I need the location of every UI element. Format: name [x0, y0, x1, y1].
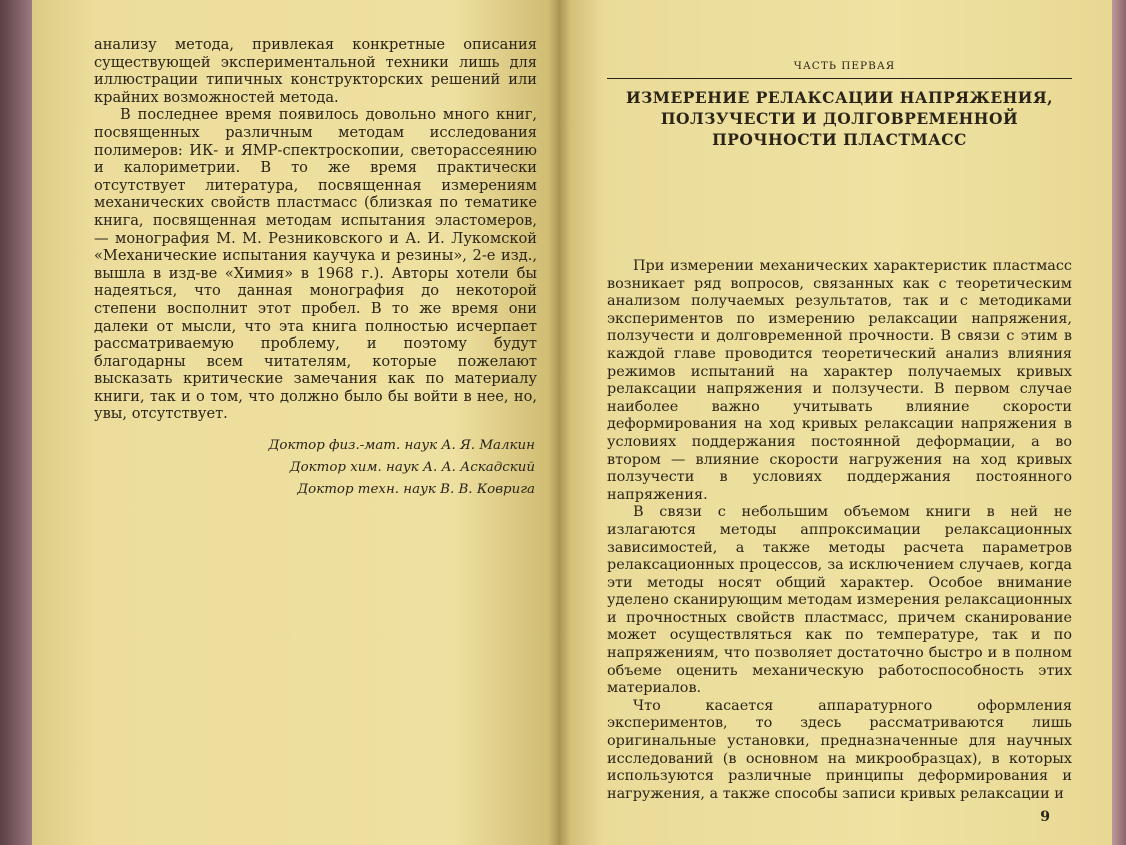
right-paragraph-3: Что касается аппаратурного оформления экспериментов, то здесь рассматриваются лишь оригинальные установки, предназначенные для научных исследований (в основном на микрообразцах), в которых используются различные принципы деформирования и нагружения, а также способы записи кривых релаксации и [607, 697, 1072, 802]
chapter-title-line-3: ПРОЧНОСТИ ПЛАСТМАСС [712, 130, 967, 149]
signature-askadsky: Доктор хим. наук А. А. Аскадский [289, 460, 535, 476]
left-page [32, 0, 559, 845]
chapter-title-line-2: ПОЛЗУЧЕСТИ И ДОЛГОВРЕМЕННОЙ [660, 109, 1019, 128]
left-page-text [94, 36, 537, 423]
right-page-text [607, 258, 1072, 803]
signature-kovriga: Доктор техн. наук В. В. Коврига [297, 482, 535, 498]
header-rule [607, 78, 1072, 79]
running-head: ЧАСТЬ ПЕРВАЯ [793, 60, 896, 72]
author-signatures [94, 435, 537, 501]
chapter-title-line-1: ИЗМЕРЕНИЕ РЕЛАКСАЦИИ НАПРЯЖЕНИЯ, [625, 88, 1054, 107]
book-gutter [548, 0, 570, 845]
right-paragraph-2: В связи с небольшим объемом книги в ней не излагаются методы аппроксимации релаксационных зависимостей, а также методы расчета параметров релаксационных процессов, за исключением случаев, когда эти методы носят общий характер. Особое внимание уделено сканирующим методам измерения релаксационных и прочностных свойств пластмасс, причем сканирование может осуществляться как по температуре, так и по напряжениям, что позволяет достаточно быстро и в полном объеме оценить механическую работоспособность этих материалов. [607, 504, 1072, 697]
signature-malkin: Доктор физ.-мат. наук А. Я. Малкин [268, 438, 535, 454]
left-paragraph-1: анализу метода, привлекая конкретные описания существующей экспериментальной техники лишь для иллюстрации типичных конструкторских решений или крайних возможностей метода. [94, 36, 537, 106]
right-page [559, 0, 1112, 845]
chapter-title [607, 87, 1072, 150]
right-paragraph-1: При измерении механических характеристик пластмасс возникает ряд вопросов, связанных как с теоретическим анализом получаемых результатов, так и с методиками экспериментов по измерению релаксации напряжения, ползучести и долговременной прочности. В связи с этим в каждой главе проводится теоретический анализ влияния режимов испытаний на характер получаемых кривых релаксации напряжения и ползучести. В первом случае наиболее важно учитывать влияние скорости деформирования на ход кривых релаксации напряжения в условиях поддержания постоянной деформации, а во втором — влияние скорости нагружения на ход кривых ползучести в условиях поддержания постоянного напряжения. [607, 258, 1072, 503]
page-number: 9 [1040, 809, 1050, 825]
left-paragraph-2: В последнее время появилось довольно много книг, посвященных различным методам исследования полимеров: ИК- и ЯМР-спектроскопии, светорассеянию и калориметрии. В то же время практически отсутствует литература, посвященная измерениям механических свойств пластмасс (близкая по тематике книга, посвященная методам испытания эластомеров, — монография М. М. Резниковского и А. И. Лукомской «Механические испытания каучука и резины», 2-е изд., вышла в изд-ве «Химия» в 1968 г.). Авторы хотели бы надеяться, что данная монография до некоторой степени восполнит этот пробел. В то же время они далеки от мысли, что эта книга полностью исчерпает рассматриваемую проблему, и поэтому будут благодарны всем читателям, которые пожелают высказать критические замечания как по материалу книги, так и о том, что должно было бы войти в нее, но, увы, отсутствует. [94, 106, 537, 423]
